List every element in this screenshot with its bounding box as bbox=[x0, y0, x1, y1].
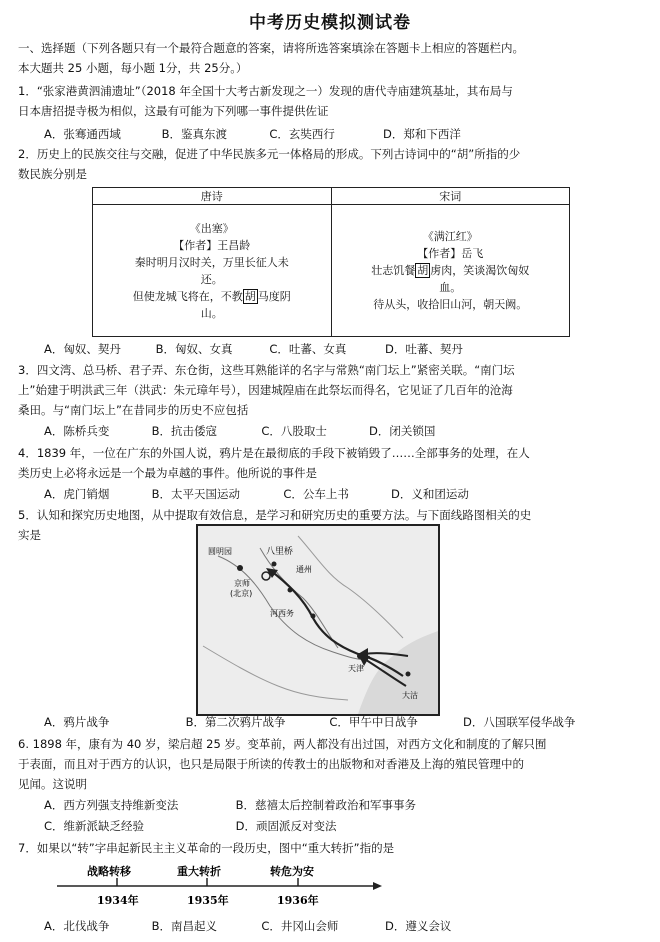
song-ci-author: 【作者】岳飞 bbox=[417, 247, 484, 260]
q5-option-b[interactable]: B．第二次鸦片战争 bbox=[185, 715, 286, 729]
q4-option-d[interactable]: D．义和团运动 bbox=[390, 487, 469, 501]
map-label-balizhuang: 八里桥 bbox=[266, 547, 294, 557]
song-ci-title: 《满江红》 bbox=[422, 230, 478, 243]
q6-text-line1: 6. 1898 年，康有为 40 岁，梁启超 25 岁。变革前，两人都没有出过国，对西方文化和制度的了解只囿 bbox=[18, 737, 547, 751]
tang-poem-line3: 但使龙城飞将在，不教 胡 马度阴 bbox=[132, 289, 291, 303]
q3-text-line3: 桑田。与“南门坛上”在昔同步的历史不应包括 bbox=[18, 403, 249, 417]
tang-poem-line1: 秦时明月汉时关，万里长征人未 bbox=[134, 255, 289, 269]
tang-poem-title: 《出塞》 bbox=[189, 221, 234, 235]
page-title: 中考历史模拟测试卷 bbox=[249, 13, 411, 33]
song-ci-line3: 待从头，收拾旧山河，朝天阙。 bbox=[373, 298, 528, 311]
q6-options-row1 bbox=[44, 797, 416, 814]
map-label-tianjin: 天津 bbox=[348, 664, 364, 673]
q3-options bbox=[44, 423, 435, 440]
map-label-tongzhou: 通州 bbox=[296, 565, 312, 574]
timeline-label-2: 重大转折 bbox=[177, 865, 221, 878]
q5-option-c[interactable]: C．甲午中日战争 bbox=[329, 715, 418, 729]
boxed-hu-char: 胡 bbox=[417, 264, 429, 277]
q6-option-d[interactable]: D．顽固派反对变法 bbox=[235, 819, 337, 833]
map-label-dagu: 大沽 bbox=[402, 691, 418, 700]
tang-poem-line2: 还。 bbox=[200, 272, 223, 286]
boxed-hu-char: 胡 bbox=[244, 289, 256, 303]
tang-poem-line4: 山。 bbox=[200, 306, 223, 320]
song-ci-line1: 壮志饥餐 胡 虏肉，笑谈渴饮匈奴 bbox=[371, 264, 530, 277]
q4-text-line2: 类历史上必将永远是一个最为卓越的事件。他所说的事件是 bbox=[18, 466, 317, 480]
q1-option-a[interactable]: A．张骞通西域 bbox=[44, 127, 121, 141]
tang-poem-header: 唐诗 bbox=[93, 188, 332, 205]
poem-table bbox=[92, 187, 570, 337]
timeline-year-2: 1935年 bbox=[187, 894, 229, 907]
q5-text-line1: 5．认知和探究历史地图，从中提取有效信息，是学习和研究历史的重要方法。与下面线路图相关的史 bbox=[18, 508, 532, 522]
timeline-label-3: 转危为安 bbox=[270, 865, 314, 878]
q3-text-line1: 3．四文湾、总马桥、君子弄、东仓街，这些耳熟能详的名字与常熟“南门坛上”紧密关联。“南门坛 bbox=[18, 363, 515, 377]
q5-option-d[interactable]: D．八国联军侵华战争 bbox=[462, 715, 576, 729]
q2-text-line2: 数民族分别是 bbox=[18, 167, 87, 181]
q4-options bbox=[44, 486, 469, 503]
q3-text-line2: 上”始建于明洪武三年（洪武：朱元璋年号），因建城隍庙在此祭坛而得名，它见证了几百年的沧海 bbox=[18, 383, 513, 397]
q2-option-a[interactable]: A．匈奴、契丹 bbox=[44, 342, 121, 356]
q6-option-b[interactable]: B．慈禧太后控制着政治和军事事务 bbox=[235, 798, 417, 812]
q7-option-a[interactable]: A．北伐战争 bbox=[44, 919, 110, 933]
q6-option-c[interactable]: C．维新派缺乏经验 bbox=[44, 819, 145, 833]
q4-option-c[interactable]: C．公车上书 bbox=[283, 487, 349, 501]
q2-option-d[interactable]: D．吐蕃、契丹 bbox=[384, 342, 463, 356]
section-heading-line2: 本大题共 25 小题，每小题 1分，共 25分。） bbox=[18, 61, 248, 75]
q4-option-b[interactable]: B．太平天国运动 bbox=[151, 487, 241, 501]
q7-text-line1: 7．如果以“转”字串起新民主主义革命的一段历史，图中“重大转折”指的是 bbox=[18, 841, 395, 855]
q5-options bbox=[44, 714, 575, 731]
q2-text-line1: 2．历史上的民族交往与交融，促进了中华民族多元一体格局的形成。下列古诗词中的“胡”所指的少 bbox=[18, 147, 521, 161]
q5-text-line2: 实是 bbox=[18, 528, 41, 542]
song-ci-cell bbox=[331, 205, 570, 337]
q7-option-d[interactable]: D．遵义会议 bbox=[384, 919, 452, 933]
q5-option-a[interactable]: A．鸦片战争 bbox=[44, 715, 110, 729]
q3-option-a[interactable]: A．陈桥兵变 bbox=[44, 424, 110, 438]
q7-option-b[interactable]: B．南昌起义 bbox=[151, 919, 218, 933]
q7-option-c[interactable]: C．井冈山会师 bbox=[261, 919, 339, 933]
route-map bbox=[196, 524, 440, 716]
q1-text-line1: 1．“张家港黄泗浦遗址”（2018 年全国十大考古新发现之一）发现的唐代寺庙建筑基址，其布局与 bbox=[18, 84, 513, 98]
q3-option-c[interactable]: C．八股取士 bbox=[261, 424, 327, 438]
q2-option-c[interactable]: C．吐蕃、女真 bbox=[269, 342, 347, 356]
q1-option-c[interactable]: C．玄奘西行 bbox=[269, 127, 335, 141]
map-label-jingshi: 京师 bbox=[234, 579, 250, 588]
timeline-arrow-icon bbox=[373, 882, 382, 890]
section-heading-line1: 一、选择题（下列各题只有一个最符合题意的答案，请将所选答案填涂在答题卡上相应的答题栏内。 bbox=[18, 41, 524, 55]
q3-option-b[interactable]: B．抗击倭寇 bbox=[151, 424, 218, 438]
q6-options-row2 bbox=[44, 818, 337, 835]
q2-options bbox=[44, 341, 463, 358]
q2-option-b[interactable]: B．匈奴、女真 bbox=[155, 342, 233, 356]
map-label-yuanmingyuan: 圆明园 bbox=[208, 547, 232, 556]
q4-text-line1: 4．1839 年，一位在广东的外国人说，鸦片是在最彻底的手段下被销毁了……全部事务的处理，在人 bbox=[18, 446, 530, 460]
q1-option-d[interactable]: D．郑和下西洋 bbox=[382, 127, 461, 141]
timeline-year-1: 1934年 bbox=[97, 894, 139, 907]
q3-option-d[interactable]: D．闭关锁国 bbox=[368, 424, 436, 438]
q6-text-line3: 见闻。这说明 bbox=[18, 777, 87, 791]
timeline-label-1: 战略转移 bbox=[87, 865, 131, 878]
tang-poem-author: 【作者】王昌龄 bbox=[173, 238, 251, 252]
q7-options bbox=[44, 918, 451, 935]
map-label-beijing: (北京) bbox=[230, 589, 253, 598]
song-ci-line2: 血。 bbox=[439, 281, 462, 294]
song-ci-header: 宋词 bbox=[331, 188, 570, 205]
timeline-year-3: 1936年 bbox=[277, 894, 319, 907]
q7-timeline bbox=[55, 862, 385, 912]
q4-option-a[interactable]: A．虎门销烟 bbox=[44, 487, 110, 501]
q1-options bbox=[44, 126, 461, 143]
q6-text-line2: 于表面，而且对于西方的认识，也只是局限于所读的传教士的出版物和对香港及上海的殖民管理中的 bbox=[18, 757, 524, 771]
q1-option-b[interactable]: B．鉴真东渡 bbox=[161, 127, 228, 141]
q1-text-line2: 日本唐招提寺极为相似，这最有可能为下列哪一事件提供佐证 bbox=[18, 104, 329, 118]
tang-poem-cell bbox=[93, 205, 332, 337]
q6-option-a[interactable]: A．西方列强支持维新变法 bbox=[44, 798, 179, 812]
map-label-hexiwu: 河西务 bbox=[270, 609, 294, 618]
